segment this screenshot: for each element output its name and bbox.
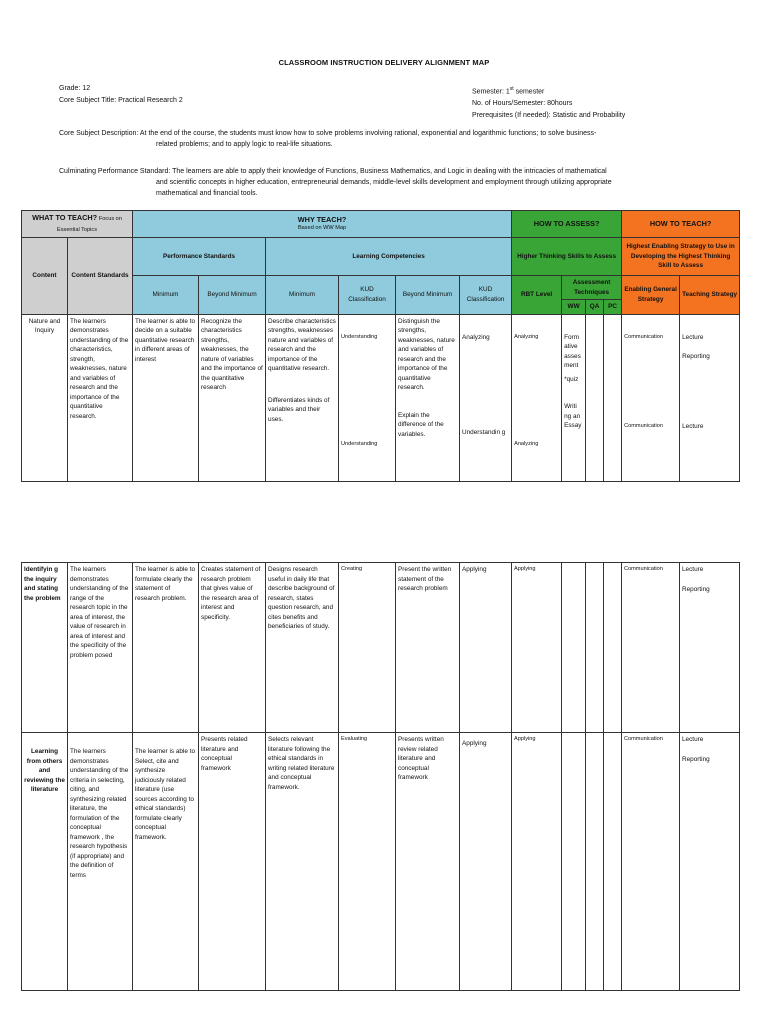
cell-perf-min: The learner is able to Select, cite and synthesize judiciously related literature (use sources according to ethical standards) formulate clearly conceptual framework.	[133, 733, 199, 991]
how-to-teach-header: HOW TO TEACH?	[622, 211, 740, 238]
subject-title: Core Subject Title: Practical Research 2	[59, 97, 183, 104]
table-row	[22, 733, 740, 991]
kud-header-1: KUD Classification	[339, 276, 396, 315]
table-row	[22, 314, 740, 481]
cell-standards: The learners demonstrates understanding of the characteristics, strength, weaknesses, nature and variables of research and the importance of the quantitative research.	[68, 314, 133, 481]
cell-standards: The learners demonstrates understanding of the range of the research topic in the area of interest, the value of research in area of interest and the specificity of the problem posed	[68, 563, 133, 733]
rbt-level-header: RBT Level	[512, 276, 562, 315]
grade: Grade: 12	[59, 85, 91, 92]
cell-qa	[586, 314, 604, 481]
performance-standards-header: Performance Standards	[133, 238, 266, 276]
alignment-table-page-2	[21, 562, 740, 991]
how-to-assess-header: HOW TO ASSESS?	[512, 211, 622, 238]
perf-minimum-header: Minimum	[133, 276, 199, 315]
lc-beyond-header: Beyond Minimum	[396, 276, 460, 315]
what-to-teach-header: WHAT TO TEACH? Focus on Essential Topics	[22, 211, 133, 238]
cell-ww	[562, 563, 586, 733]
kud-header-2: KUD Classification	[460, 276, 512, 315]
cell-perf-min: The learner is able to decide on a suitable quantitative research in different areas of interest	[133, 314, 199, 481]
document-title: CLASSROOM INSTRUCTION DELIVERY ALIGNMENT MAP	[278, 58, 490, 67]
cell-ts: Lecture Reporting Lecture	[680, 314, 740, 481]
higher-thinking-header: Higher Thinking Skills to Assess	[512, 238, 622, 276]
cell-kud-beyond: Applying	[460, 563, 512, 733]
cell-content: Nature and Inquiry	[22, 314, 68, 481]
learning-competencies-header: Learning Competencies	[266, 238, 512, 276]
cell-pc	[604, 314, 622, 481]
qa-header: QA	[586, 300, 604, 315]
alignment-table-page-1	[21, 210, 740, 482]
content-standards-header: Content Standards	[68, 238, 133, 315]
cell-ts: Lecture Reporting	[680, 563, 740, 733]
semester: Semester: 1st semester	[472, 86, 545, 96]
culminating-performance-standard: Culminating Performance Standard: The learners are able to apply their knowledge of Functions, Business Mathematics, and Logic in dealing with the intricacies of mathematical and scientific concepts in higher education, entrepreneurial demands, middle-level skills development and employment through utilizing appropriate mathematical and financial tools.	[59, 168, 612, 197]
cell-lc-min: Designs research useful in daily life that describe background of research, states question research, and cites benefits and beneficiaries of study.	[266, 563, 339, 733]
cell-lc-beyond: Present the written statement of the research problem	[396, 563, 460, 733]
cell-kud: Creating	[339, 563, 396, 733]
cell-perf-beyond: Recognize the characteristics strengths, weaknesses, the nature of variables and the importance of the quantitative research	[199, 314, 266, 481]
cell-ts: Lecture Reporting	[680, 733, 740, 991]
table-row	[22, 563, 740, 733]
cell-rbt: Applying	[512, 733, 562, 991]
lc-minimum-header: Minimum	[266, 276, 339, 315]
cell-egs: Communication Communication	[622, 314, 680, 481]
cell-qa	[586, 733, 604, 991]
cell-ww: Form ative asses ment *quiz Writi ng an Essay	[562, 314, 586, 481]
cell-egs: Communication	[622, 563, 680, 733]
assessment-techniques-header: Assessment Techniques	[562, 276, 622, 300]
cell-kud: Evaluating	[339, 733, 396, 991]
cell-lc-min: Selects relevant literature following the ethical standards in writing related literature and conceptual framework.	[266, 733, 339, 991]
core-subject-description: Core Subject Description: At the end of the course, the students must know how to solve problems involving rational, exponential and logarithmic functions; to solve business- related problems; and to apply logic to real-life situations.	[59, 130, 597, 148]
cell-rbt: Analyzing Analyzing	[512, 314, 562, 481]
perf-beyond-header: Beyond Minimum	[199, 276, 266, 315]
cell-ww	[562, 733, 586, 991]
enabling-general-header: Enabling General Strategy	[622, 276, 680, 315]
cell-perf-min: The learner is able to formulate clearly the statement of research problem.	[133, 563, 199, 733]
cell-pc	[604, 733, 622, 991]
cell-standards: The learners demonstrates understanding of the criteria in selecting, citing, and synthesizing related literature, the formulation of the conceptual framework , the research hypothesis (if appropriate) and the definition of terms	[68, 733, 133, 991]
cell-egs: Communication	[622, 733, 680, 991]
cell-kud-beyond: Analyzing Understandin g	[460, 314, 512, 481]
cell-pc	[604, 563, 622, 733]
cell-perf-beyond: Creates statement of research problem that gives value of the research area of interest and specificity.	[199, 563, 266, 733]
cell-content: Learning from others and reviewing the literature	[22, 733, 68, 991]
pc-header: PC	[604, 300, 622, 315]
cell-qa	[586, 563, 604, 733]
cell-rbt: Applying	[512, 563, 562, 733]
meta-right	[472, 83, 625, 122]
cell-kud: Understanding Understanding	[339, 314, 396, 481]
cell-lc-min: Describe characteristics strengths, weaknesses nature and variables of research and the importance of the quantitative research. Differentiates kinds of variables and their uses.	[266, 314, 339, 481]
meta-left	[59, 83, 183, 107]
cell-kud-beyond: Applying	[460, 733, 512, 991]
why-teach-header: WHY TEACH? Based on WW Map	[133, 211, 512, 238]
cell-lc-beyond: Distinguish the strengths, weaknesses, nature and variables of research and the importance of the quantitative research. Explain the difference of the variables.	[396, 314, 460, 481]
cell-lc-beyond: Presents written review related literature and conceptual framework	[396, 733, 460, 991]
ww-header: WW	[562, 300, 586, 315]
cell-content: Identifyin g the inquiry and stating the problem	[22, 563, 68, 733]
hours: No. of Hours/Semester: 80hours	[472, 100, 573, 108]
content-header: Content	[22, 238, 68, 315]
prerequisites: Prerequisites (If needed): Statistic and Probability	[472, 112, 626, 120]
highest-enabling-header: Highest Enabling Strategy to Use in Developing the Highest Thinking Skill to Assess	[622, 238, 740, 276]
teaching-strategy-header: Teaching Strategy	[680, 276, 740, 315]
cell-perf-beyond: Presents related literature and conceptual framework	[199, 733, 266, 991]
